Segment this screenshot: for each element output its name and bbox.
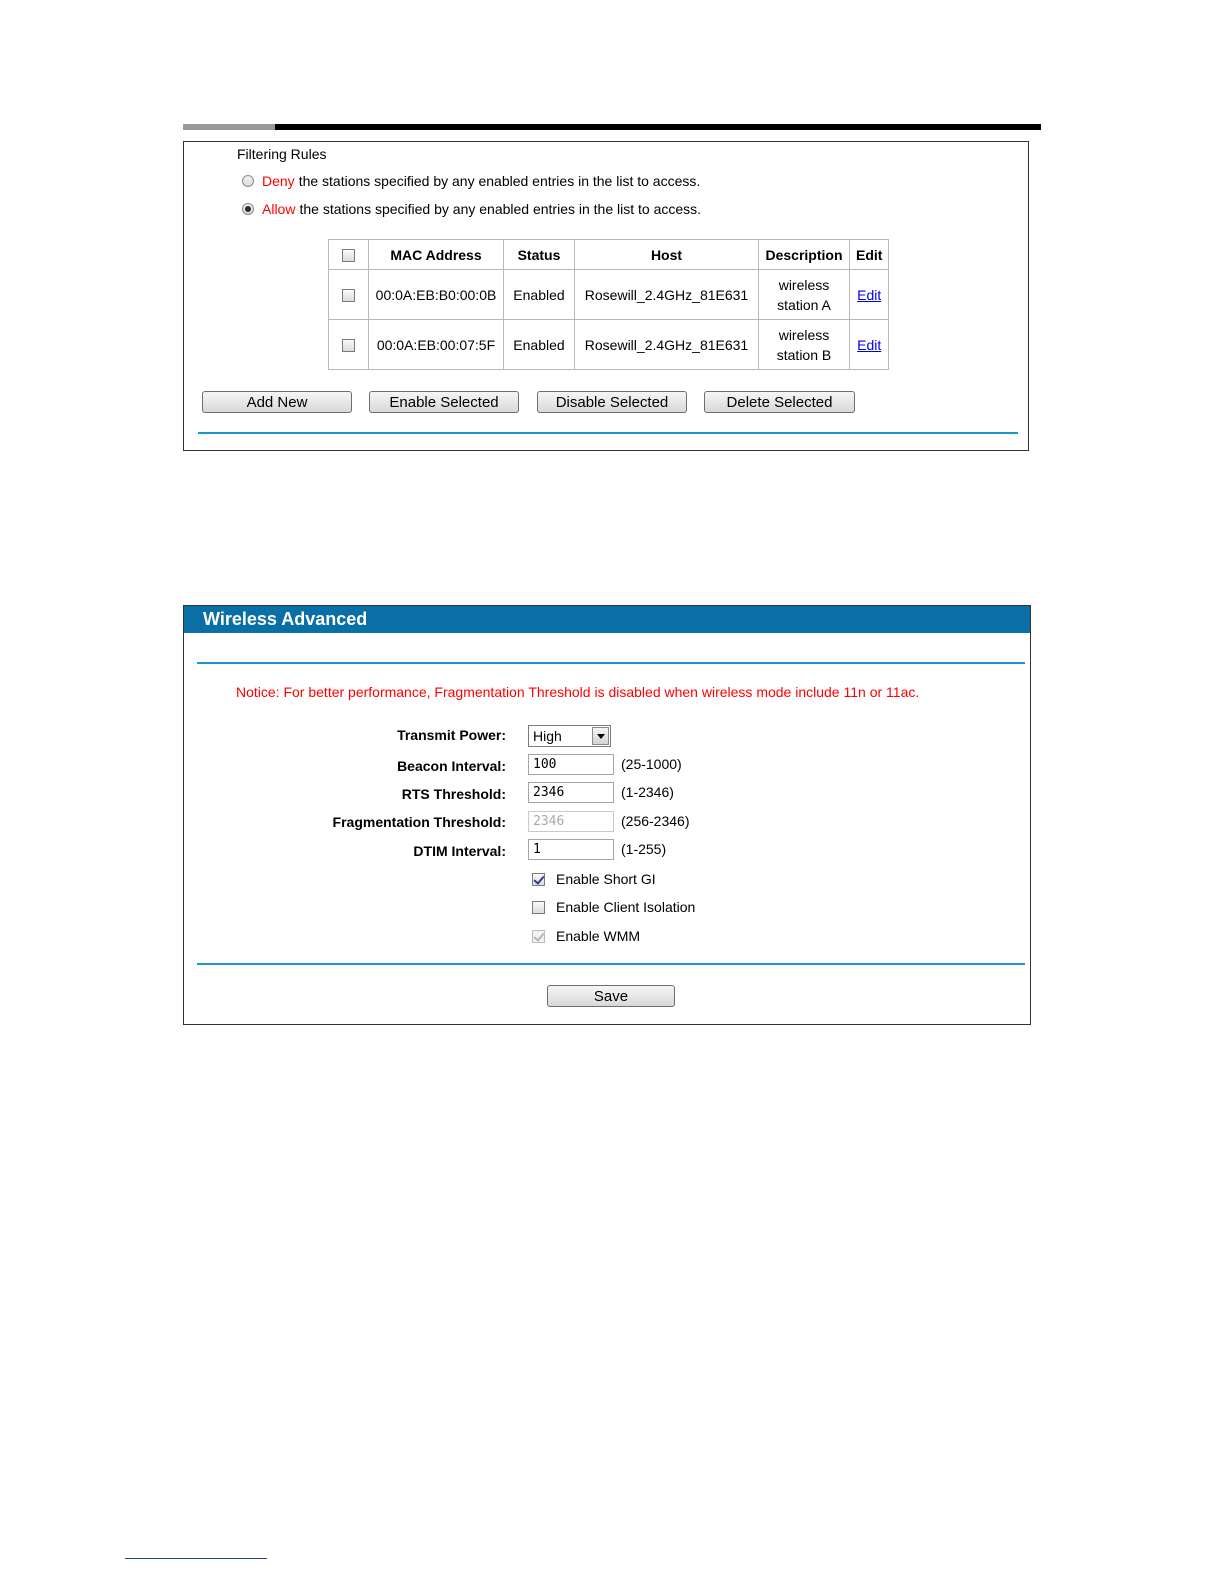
row-checkbox[interactable] (342, 339, 355, 352)
add-new-button[interactable]: Add New (202, 391, 352, 413)
deny-radio[interactable] (242, 175, 254, 187)
top-separator-line (197, 662, 1025, 664)
header-bar (275, 124, 1041, 130)
transmit-power-select[interactable] (528, 725, 611, 747)
edit-cell (850, 320, 889, 370)
transmit-power-label: Transmit Power: (397, 727, 506, 743)
edit-link[interactable]: Edit (857, 336, 882, 353)
fragmentation-threshold-range: (256-2346) (621, 813, 690, 829)
select-all-cell (329, 240, 369, 270)
table-header-row (329, 240, 889, 270)
row-checkbox[interactable] (342, 289, 355, 302)
mac-filtering-panel (183, 141, 1029, 451)
wmm-label: Enable WMM (556, 928, 641, 944)
col-edit: Edit (850, 240, 889, 270)
edit-link[interactable]: Edit (857, 286, 882, 303)
col-host: Host (575, 240, 759, 270)
allow-radio[interactable] (242, 203, 254, 215)
delete-selected-button[interactable]: Delete Selected (704, 391, 855, 413)
short-gi-option (532, 871, 656, 887)
short-gi-label: Enable Short GI (556, 871, 656, 887)
deny-label: Deny (262, 173, 295, 189)
panel-title: Wireless Advanced (184, 606, 1030, 633)
row-select-cell (329, 320, 369, 370)
filtering-rules-title: Filtering Rules (237, 146, 327, 162)
rts-threshold-label: RTS Threshold: (401, 786, 506, 802)
wmm-option (532, 928, 640, 944)
allow-description: the stations specified by any enabled entries in the list to access. (299, 201, 702, 217)
bottom-separator-line (197, 963, 1025, 965)
select-all-checkbox[interactable] (342, 249, 355, 262)
deny-rule-row (242, 173, 700, 189)
status-cell: Enabled (504, 270, 575, 320)
notice-text: Notice: For better performance, Fragmentation Threshold is disabled when wireless mode include 11n or 11ac. (236, 684, 920, 700)
host-cell: Rosewill_2.4GHz_81E631 (575, 320, 759, 370)
client-isolation-label: Enable Client Isolation (556, 899, 696, 915)
footer-line (125, 1558, 267, 1559)
table-row (329, 270, 889, 320)
col-mac-address: MAC Address (369, 240, 504, 270)
header-bar-accent (183, 124, 275, 130)
enable-selected-button[interactable]: Enable Selected (369, 391, 519, 413)
allow-rule-row (242, 201, 701, 217)
col-status: Status (504, 240, 575, 270)
fragmentation-threshold-label: Fragmentation Threshold: (332, 814, 506, 830)
col-description: Description (759, 240, 850, 270)
beacon-interval-input[interactable]: 100 (528, 754, 614, 775)
dropdown-arrow-icon[interactable] (592, 727, 609, 745)
description-line-1: wireless (778, 276, 830, 293)
client-isolation-option (532, 899, 695, 915)
dtim-interval-range: (1-255) (621, 841, 667, 857)
mac-address-cell: 00:0A:EB:B0:00:0B (369, 270, 504, 320)
transmit-power-value: High (533, 728, 562, 744)
client-isolation-checkbox[interactable] (532, 901, 545, 914)
save-button[interactable]: Save (547, 985, 675, 1007)
wmm-checkbox[interactable] (532, 930, 545, 943)
status-cell: Enabled (504, 320, 575, 370)
deny-description: the stations specified by any enabled entries in the list to access. (298, 173, 701, 189)
dtim-interval-input[interactable]: 1 (528, 839, 614, 860)
rts-threshold-range: (1-2346) (621, 784, 674, 800)
row-select-cell (329, 270, 369, 320)
mac-address-cell: 00:0A:EB:00:07:5F (369, 320, 504, 370)
edit-cell (850, 270, 889, 320)
separator-line (198, 432, 1018, 434)
beacon-interval-range: (25-1000) (621, 756, 682, 772)
description-line-1: wireless (778, 326, 830, 343)
wireless-advanced-panel (183, 605, 1031, 1025)
allow-label: Allow (262, 201, 296, 217)
description-cell (759, 270, 850, 320)
table-row (329, 320, 889, 370)
rts-threshold-input[interactable]: 2346 (528, 782, 614, 803)
description-line-2: station A (777, 296, 831, 313)
fragmentation-threshold-input[interactable]: 2346 (528, 811, 614, 832)
dtim-interval-label: DTIM Interval: (413, 843, 506, 859)
disable-selected-button[interactable]: Disable Selected (537, 391, 687, 413)
description-cell (759, 320, 850, 370)
beacon-interval-label: Beacon Interval: (397, 758, 506, 774)
host-cell: Rosewill_2.4GHz_81E631 (575, 270, 759, 320)
short-gi-checkbox[interactable] (532, 873, 545, 886)
mac-filter-table (328, 239, 889, 370)
description-line-2: station B (776, 346, 832, 363)
